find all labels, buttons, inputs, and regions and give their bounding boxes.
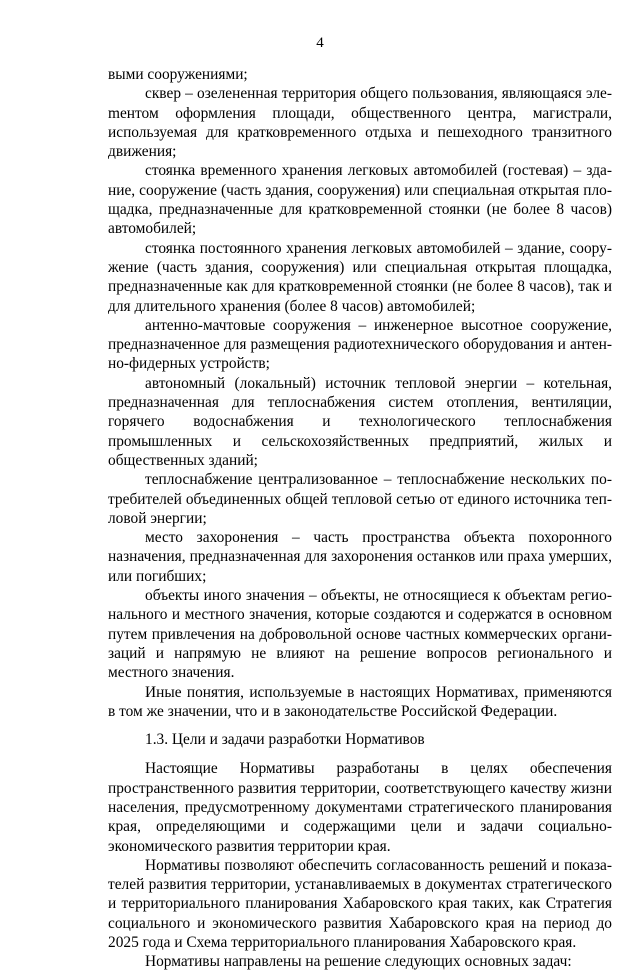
paragraph: Нормативы направлены на решение следующих основных задач: xyxy=(145,953,572,971)
paragraph: антенно-мачтовые сооружения – инженерное высотное сооружение, предназначенное для размещения радиотехнического оборудования и антенно-фидерных устройств; xyxy=(108,316,612,373)
definitions-section xyxy=(108,65,612,721)
paragraph: стоянка временного хранения легковых автомобилей (гостевая) – здание, сооружение (часть здания, сооружения) или специальная открытая площадка, предназначенные для кратковременной стоянки (не более 8 часов) автомобилей; xyxy=(108,162,612,238)
goals-section xyxy=(108,759,612,971)
paragraph: выми сооружениями; xyxy=(108,66,248,83)
page-number: 4 xyxy=(316,35,324,51)
paragraph: автономный (локальный) источник тепловой энергии – котельная, предназначенная для теплоснабжения систем отопления, вентиляции, горячего водоснабжения и технологического теплоснабжения промышленных и сельскохозяйственных предприятий, жилых и общественных зданий; xyxy=(108,374,612,469)
paragraph: объекты иного значения – объекты, не относящиеся к объектам регионального и местного значения, которые создаются и содержатся в основном путем привлечения на добровольной основе частных коммерческих организаций и напрямую не влияют на решение вопросов регионального и местного значения. xyxy=(108,587,612,682)
paragraph: Настоящие Нормативы разработаны в целях обеспечения пространственного развития территории, соответствующего качеству жизни населения, предусмотренному документами стратегического планирования края, определяющими и содержащими цели и задачи социально-экономического развития территории края. xyxy=(108,760,612,855)
section-heading: 1.3. Цели и задачи разработки Нормативов xyxy=(145,731,425,749)
paragraph: стоянка постоянного хранения легковых автомобилей – здание, сооружение (часть здания, сооружения) или специальная открытая площадка, предназначенные как для кратковременной стоянки (не более 8 часов), так и для длительного хранения (более 8 часов) автомобилей; xyxy=(108,239,612,315)
paragraph: место захоронения – часть пространства объекта похоронного назначения, предназначенная для захоронения останков или праха умерших, или погибших; xyxy=(108,529,612,585)
paragraph: Иные понятия, используемые в настоящих Нормативах, применяются в том же значении, что и в законодательстве Российской Федерации. xyxy=(108,683,612,720)
paragraph: сквер – озелененная территория общего пользования, являющаяся элеmентом оформления площади, общественного центра, магистрали, используемая для кратковременного отдыха и пешеходного транзитного движения; xyxy=(108,85,612,161)
document-body xyxy=(108,65,612,972)
paragraph: теплоснабжение централизованное – теплоснабжение нескольких потребителей объединенных общей тепловой сетью от единого источника тепловой энергии; xyxy=(108,471,612,527)
paragraph: Нормативы позволяют обеспечить согласованность решений и показателей развития территории, устанавливаемых в документах стратегического и территориального планирования Хабаровского края таких, как Стратегия социального и экономического развития Хабаровского края на период до 2025 года и Схема территориального планирования Хабаровского края. xyxy=(108,856,612,952)
